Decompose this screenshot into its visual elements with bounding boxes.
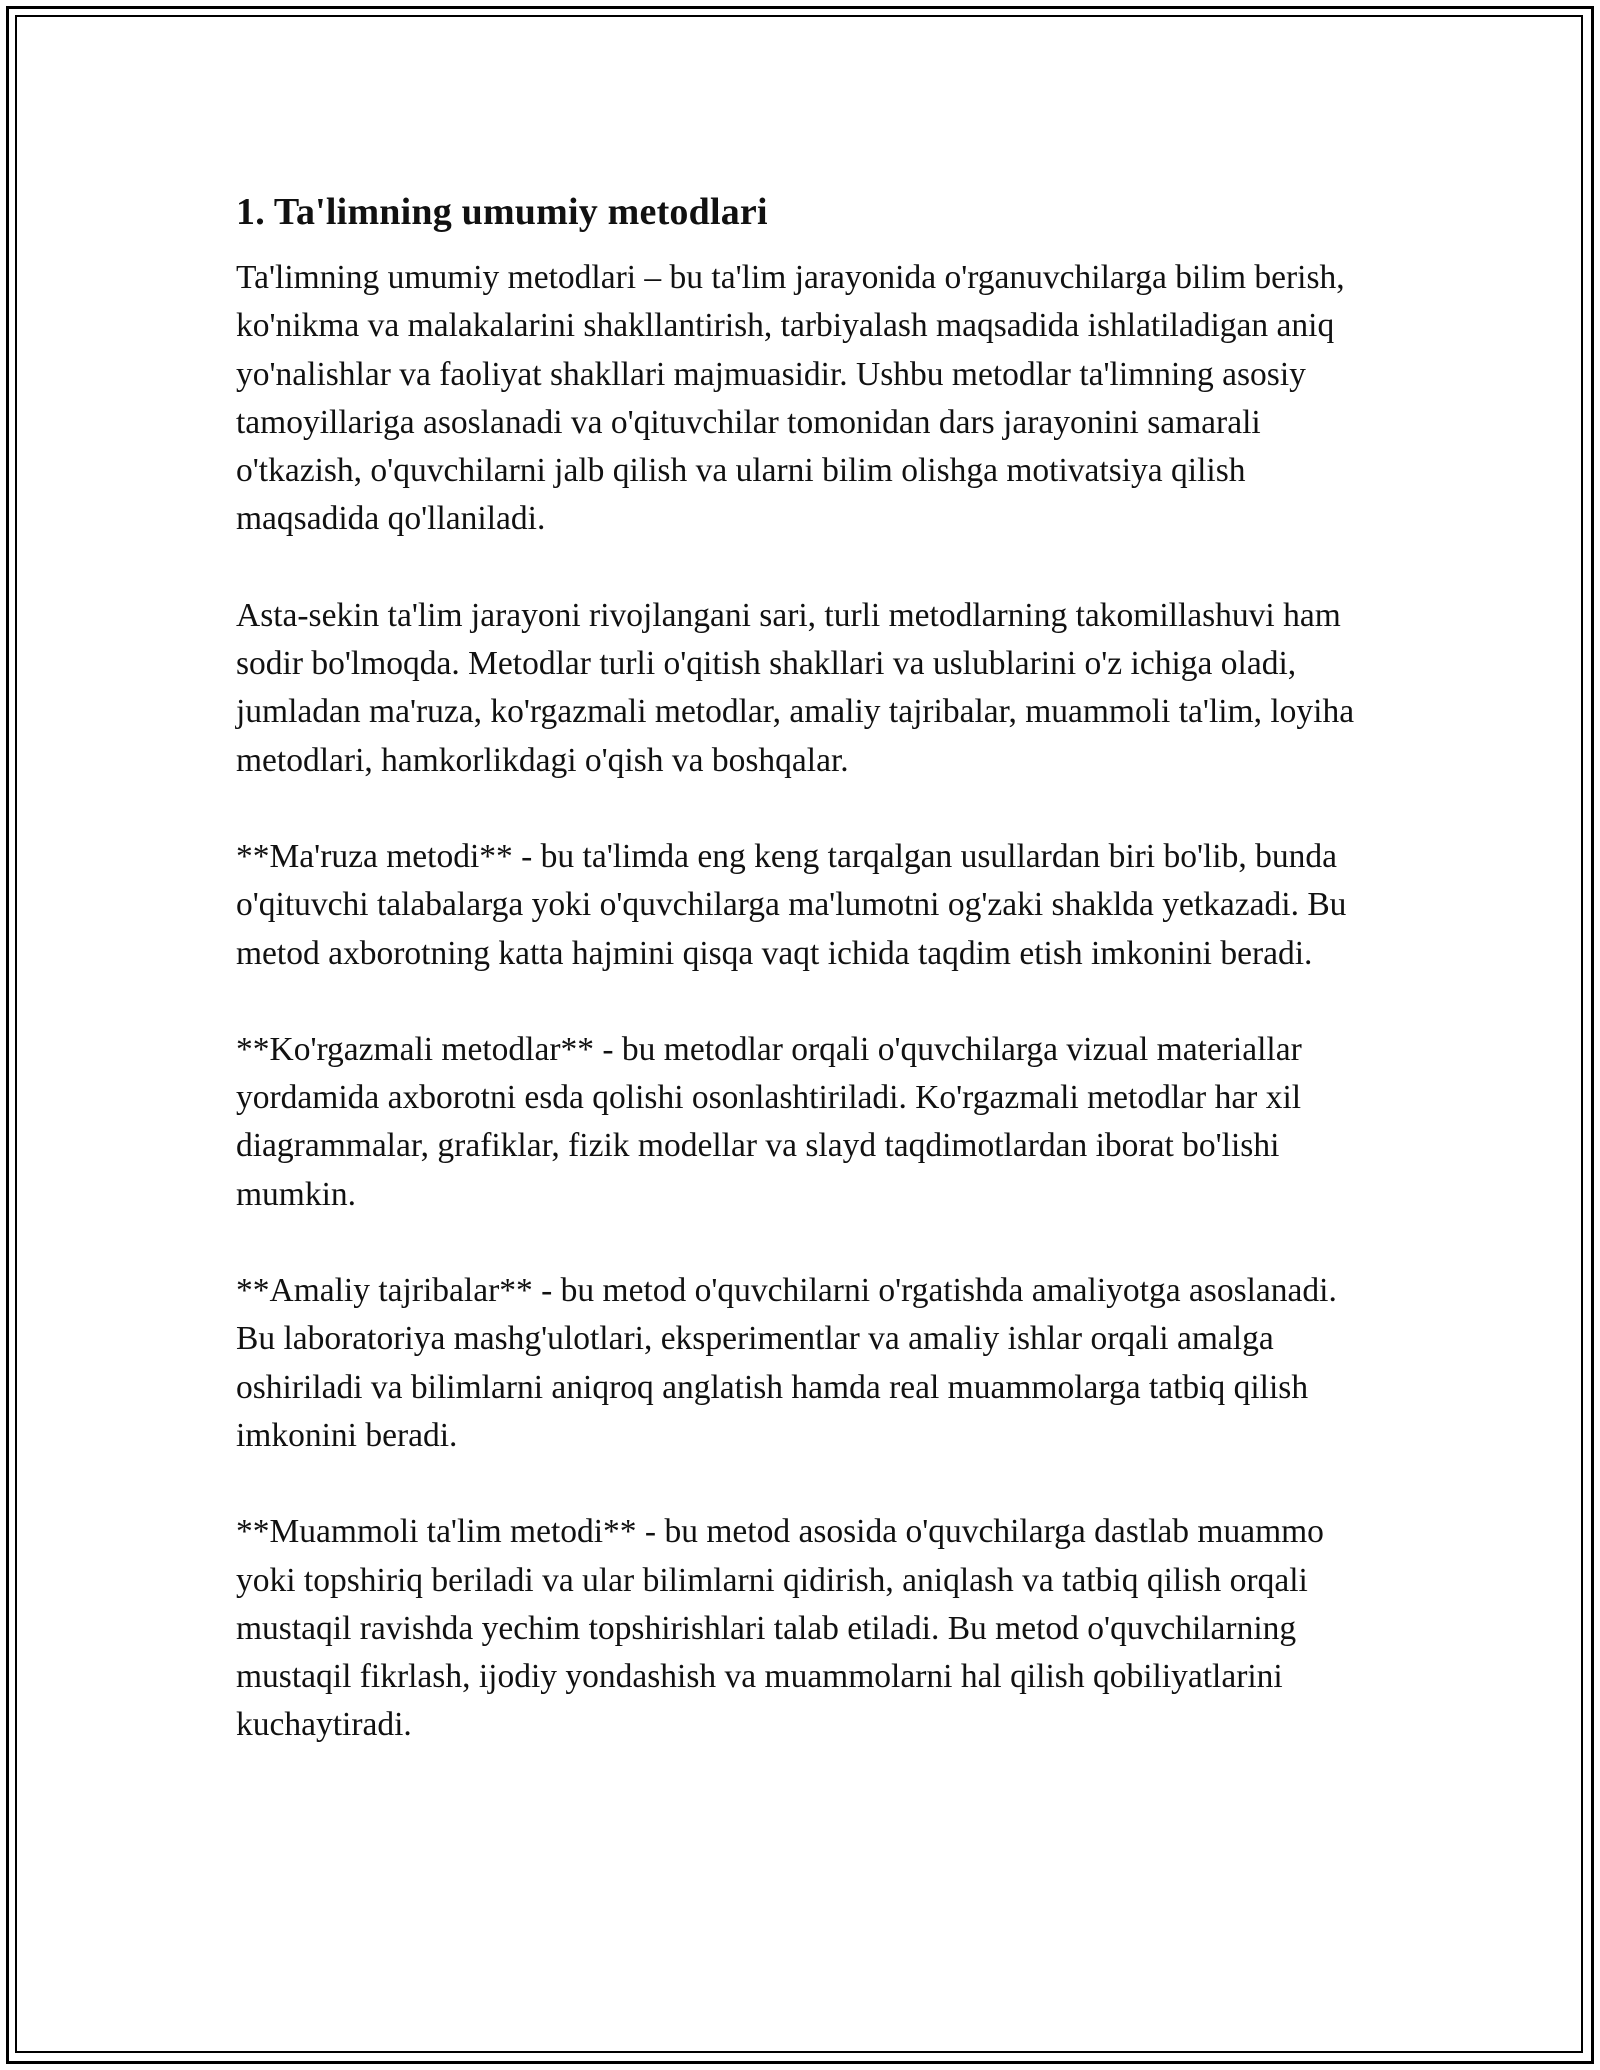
section-heading: 1. Ta'limning umumiy metodlari bbox=[236, 191, 768, 233]
paragraph-lecture-method: **Ma'ruza metodi** - bu ta'limda eng keng tarqalgan usullardan biri bo'lib, bunda o'qituvchi talabalarga yoki o'quvchilarga ma'lumotni og'zaki shaklda yetkazadi. Bu metod axborotning katta hajmini qisqa vaqt ichida taqdim etish imkonini beradi. bbox=[236, 837, 1347, 972]
paragraph-problem-learning: **Muammoli ta'lim metodi** - bu metod asosida o'quvchilarga dastlab muammo yoki topshiriq beriladi va ular bilimlarni qidirish, aniqlash va tatbiq qilish orqali mustaqil ravishda yechim topshirishlari talab etiladi. Bu metod o'quvchilarning mustaqil fikrlash, ijodiy yondashish va muammolarni hal qilish qobiliyatlarini kuchaytiradi. bbox=[236, 1513, 1324, 1744]
paragraph-visual-methods: **Ko'rgazmali metodlar** - bu metodlar orqali o'quvchilarga vizual materiallar yordamida axborotni esda qolishi osonlashtiriladi. Ko'rgazmali metodlar har xil diagrammalar, grafiklar, fizik modellar va slayd taqdimotlardan iborat bo'lishi mumkin. bbox=[236, 1030, 1302, 1213]
document-body bbox=[236, 186, 1366, 1798]
paragraph-practical-experiments: **Amaliy tajribalar** - bu metod o'quvchilarni o'rgatishda amaliyotga asoslanadi. Bu laboratoriya mashg'ulotlari, eksperimentlar va amaliy ishlar orqali amalga oshiriladi va bilimlarni aniqroq anglatish hamda real muammolarga tatbiq qilish imkonini beradi. bbox=[236, 1272, 1337, 1454]
paragraph-methods-evolution: Asta-sekin ta'lim jarayoni rivojlangani sari, turli metodlarning takomillashuvi ham sodir bo'lmoqda. Metodlar turli o'qitish shakllari va uslublarini o'z ichiga oladi, jumladan ma'ruza, ko'rgazmali metodlar, amaliy tajribalar, muammoli ta'lim, loyiha metodlari, hamkorlikdagi o'qish va boshqalar. bbox=[236, 596, 1355, 779]
paragraph-intro: Ta'limning umumiy metodlari – bu ta'lim jarayonida o'rganuvchilarga bilim berish, ko'nikma va malakalarini shakllantirish, tarbiyalash maqsadida ishlatiladigan aniq yo'nalishlar va faoliyat shakllari majmuasidir. Ushbu metodlar ta'limning asosiy tamoyillariga asoslanadi va o'qituvchilar tomonidan dars jarayonini samarali o'tkazish, o'quvchilarni jalb qilish va ularni bilim olishga motivatsiya qilish maqsadida qo'llaniladi. bbox=[236, 259, 1345, 538]
